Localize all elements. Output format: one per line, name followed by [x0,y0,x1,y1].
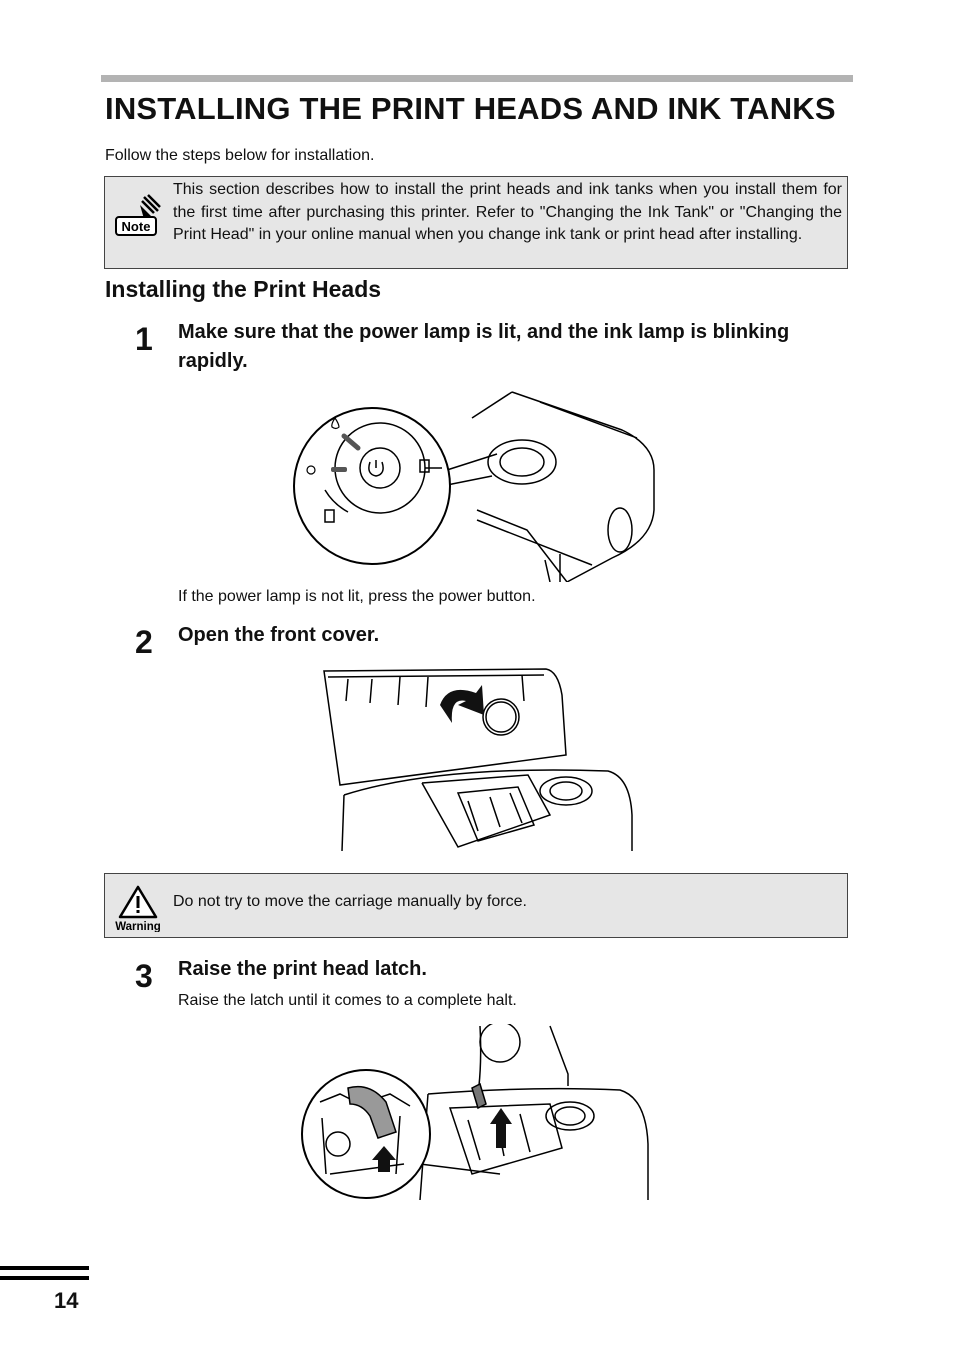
page-number: 14 [54,1288,79,1313]
step-3-number: 3 [135,958,153,994]
step-3-title: Raise the print head latch. [178,958,427,980]
note-icon-label: Note [121,219,151,234]
open-cover-illustration [318,665,638,853]
note-box [104,176,848,269]
note-icon [114,193,162,237]
footer-rule-top [0,1266,89,1270]
note-text: This section describes how to install the print heads and ink tanks when you install them for the first time after purchasing this printer. Refer to "Changing the Ink Tank" or "Changing the Print Head" in your online manual when you change ink tank or print head after installing. [173,181,842,243]
page-title: INSTALLING THE PRINT HEADS AND INK TANKS [105,91,836,126]
step-2-title: Open the front cover. [178,624,380,646]
intro-text: Follow the steps below for installation. [105,147,375,164]
step-2-number: 2 [135,624,153,660]
step-1-number: 1 [135,321,153,357]
warning-icon [110,884,166,932]
section-title: Installing the Print Heads [105,276,382,302]
print-head-latch-illustration [300,1024,652,1200]
header-rule [101,75,853,82]
step-3-note: Raise the latch until it comes to a complete halt. [178,992,517,1009]
footer-rule-bottom [0,1276,89,1280]
step-1-note: If the power lamp is not lit, press the power button. [178,588,536,605]
step-1-title: Make sure that the power lamp is lit, and the ink lamp is blinking rapidly. [178,321,790,372]
warning-icon-label: Warning [115,921,161,932]
control-panel-illustration [292,390,658,582]
warning-box [104,873,848,938]
warning-text: Do not try to move the carriage manually by force. [173,893,527,910]
